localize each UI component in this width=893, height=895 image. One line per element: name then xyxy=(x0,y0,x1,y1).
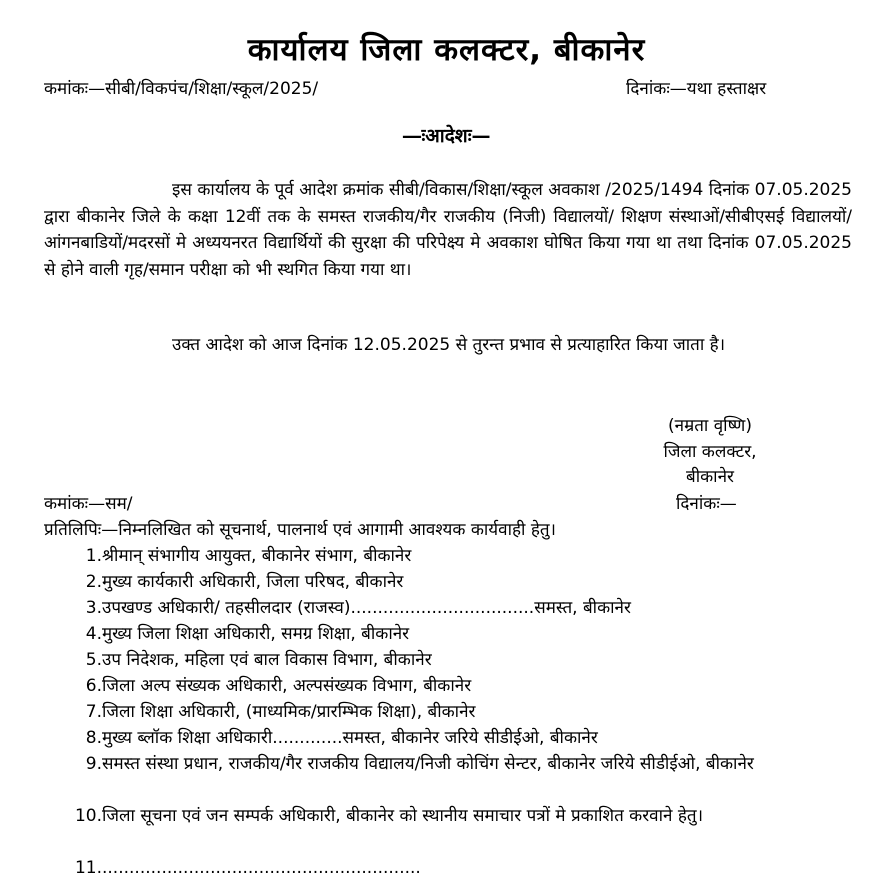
list-item-number: 3. xyxy=(85,598,102,618)
list-item-number: 1. xyxy=(85,546,102,566)
list-item-number: 8. xyxy=(85,728,102,748)
copy-reference-number: कमांकः—सम/ xyxy=(44,494,133,514)
list-item-number: 4. xyxy=(85,624,102,644)
list-item-text: मुख्य जिला शिक्षा अधिकारी, समग्र शिक्षा, बीकानेर xyxy=(102,624,410,644)
order-date: दिनांकः—यथा हस्ताक्षर xyxy=(626,79,767,99)
office-title: कार्यालय जिला कलक्टर, बीकानेर xyxy=(247,32,646,68)
list-item-text: उप निदेशक, महिला एवं बाल विकास विभाग, बीकानेर xyxy=(102,650,432,670)
list-item-number: 6. xyxy=(85,676,102,696)
list-item-number: 11. xyxy=(74,858,102,878)
signatory-place: बीकानेर xyxy=(686,467,734,487)
signatory-designation: जिला कलक्टर, xyxy=(663,442,757,462)
copy-date: दिनांकः— xyxy=(676,494,737,514)
list-item-number: 9. xyxy=(85,754,102,774)
list-item-text: ........................................................... xyxy=(102,858,421,878)
order-heading: —ःआदेशः— xyxy=(402,125,491,147)
order-paragraph-2: उक्त आदेश को आज दिनांक 12.05.2025 से तुरन्त प्रभाव से प्रत्याहारित किया जाता है। xyxy=(172,335,726,355)
list-item-number: 10. xyxy=(74,806,102,826)
list-item-text: उपखण्ड अधिकारी/ तहसीलदार (राजस्व)..................................समस्त, बीकानेर xyxy=(102,598,631,618)
list-item-text: जिला अल्प संख्यक अधिकारी, अल्पसंख्यक विभाग, बीकानेर xyxy=(102,676,472,696)
list-item-number: 2. xyxy=(85,572,102,592)
list-item-text: मुख्य कार्यकारी अधिकारी, जिला परिषद, बीकानेर xyxy=(102,572,404,592)
list-item-text: मुख्य ब्लॉक शिक्षा अधिकारी.............समस्त, बीकानेर जरिये सीडीईओ, बीकानेर xyxy=(102,728,598,748)
reference-number: कमांकः—सीबी/विकपंच/शिक्षा/स्कूल/2025/ xyxy=(44,79,319,99)
order-paragraph-1: इस कार्यालय के पूर्व आदेश क्रमांक सीबी/विकास/शिक्षा/स्कूल अवकाश /2025/1494 दिनांक 07.05.2025 द्वारा बीकानेर जिले के कक्षा 12वीं तक के समस्त राजकीय/गैर राजकीय (निजी) विद्यालयों/ शिक्षण संस्थाओं/सीबीएसई विद्यालयों/ आंगनबाडियों/मदरसों मे अध्ययनरत विद्यार्थियों की सुरक्षा की परिपेक्ष्य मे अवकाश घोषित किया गया था तथा दिनांक 07.05.2025 से होने वाली गृह/समान परीक्षा को भी स्थगित किया गया था। xyxy=(44,180,852,280)
signatory-name: (नम्रता वृष्णि) xyxy=(668,416,752,436)
list-item-text: जिला शिक्षा अधिकारी, (माध्यमिक/प्रारम्भिक शिक्षा), बीकानेर xyxy=(102,702,476,722)
list-item-text: श्रीमान् संभागीय आयुक्त, बीकानेर संभाग, बीकानेर xyxy=(102,546,412,566)
list-item-number: 5. xyxy=(85,650,102,670)
list-item-number: 7. xyxy=(85,702,102,722)
list-item-text: जिला सूचना एवं जन सम्पर्क अधिकारी, बीकानेर को स्थानीय समाचार पत्रों मे प्रकाशित करवाने हेतु। xyxy=(102,806,704,826)
copy-intro: प्रतिलिपिः—निम्नलिखित को सूचनार्थ, पालनार्थ एवं आगामी आवश्यक कार्यवाही हेतु। xyxy=(44,520,556,540)
list-item-text: समस्त संस्था प्रधान, राजकीय/गैर राजकीय विद्यालय/निजी कोचिंग सेन्टर, बीकानेर जरिये सीडीईओ, बीकानेर xyxy=(102,754,754,774)
